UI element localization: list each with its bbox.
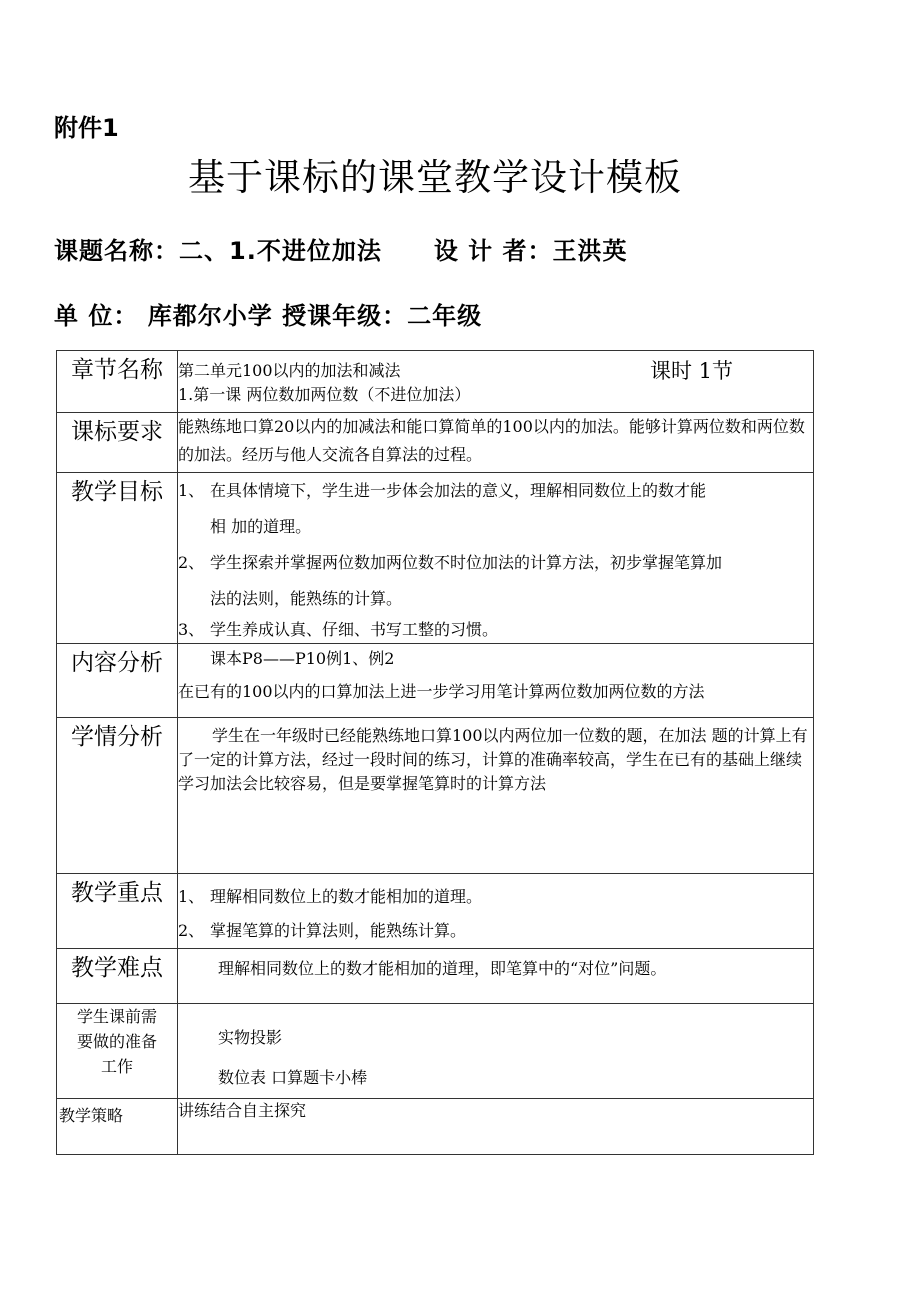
table-row-content-analysis: [57, 644, 814, 718]
key-point-text: 理解相同数位上的数才能相加的道理。: [210, 887, 483, 906]
table-row-student-analysis: [57, 718, 814, 874]
standard-label: 课标要求: [57, 413, 178, 473]
strategy-label: 教学策略: [57, 1099, 178, 1155]
table-row-standard: [57, 413, 814, 473]
attachment-label: 附件1: [54, 114, 119, 142]
chapter-content: [178, 351, 814, 413]
table-row-preparation: [57, 1004, 814, 1099]
table-row-difficulty: [57, 949, 814, 1004]
lesson-period: 课时 1节: [649, 359, 733, 383]
objective-num: 3、: [178, 620, 205, 639]
key-point-num: 1、: [178, 887, 205, 906]
preparation-content: [178, 1004, 814, 1099]
content-analysis-line2: 在已有的100以内的口算加法上进一步学习用笔计算两位数加两位数的方法: [178, 682, 705, 701]
objective-text-cont: 相 加的道理。: [210, 517, 312, 536]
objective-item: [178, 617, 813, 643]
chapter-label: 章节名称: [57, 351, 178, 413]
objective-text-cont: 法的法则，能熟练的计算。: [210, 589, 403, 608]
objective-item: [178, 473, 813, 545]
objectives-content: [178, 473, 814, 644]
standard-text: 能熟练地口算20以内的加减法和能口算简单的100以内的加法。能够计算两位数和两位数的加法。经历与他人交流各自算法的过程。: [178, 413, 814, 473]
difficulty-text: 理解相同数位上的数才能相加的道理，即笔算中的“对位”问题。: [178, 949, 814, 1004]
content-analysis-label: 内容分析: [57, 644, 178, 718]
key-point-text: 掌握笔算的计算法则，能熟练计算。: [210, 921, 467, 940]
objectives-label: 教学目标: [57, 473, 178, 644]
preparation-label-line: 学生课前需: [76, 1007, 157, 1026]
content-analysis-content: [178, 644, 814, 718]
designer-label: 设 计 者：王洪英: [433, 237, 628, 265]
key-point-item: [178, 880, 813, 914]
difficulty-label: 教学难点: [57, 949, 178, 1004]
objective-num: 1、: [178, 481, 205, 500]
preparation-label: [57, 1004, 178, 1099]
objective-text: 学生养成认真、仔细、书写工整的习惯。: [210, 620, 499, 639]
key-points-label: 教学重点: [57, 874, 178, 949]
objective-text: 学生探索并掌握两位数加两位数不时位加法的计算方法，初步掌握笔算加: [210, 553, 723, 572]
unit-grade-line: 单 位： 库都尔小学 授课年级：二年级: [54, 302, 483, 330]
key-point-item: [178, 914, 813, 948]
preparation-label-line: 工作: [100, 1057, 133, 1076]
chapter-line1: 第二单元100以内的加法和减法: [178, 361, 401, 380]
table-row-key-points: [57, 874, 814, 949]
table-row-strategy: [57, 1099, 814, 1155]
chapter-line2: 1.第一课 两位数加两位数（不进位加法）: [178, 385, 471, 404]
preparation-line2: 数位表 口算题卡小棒: [218, 1068, 368, 1087]
strategy-text: 讲练结合自主探究: [178, 1099, 814, 1155]
key-points-content: [178, 874, 814, 949]
topic-designer-line: [54, 231, 628, 266]
content-analysis-line1: 课本P8——P10例1、例2: [210, 649, 395, 668]
student-analysis-text: 学生在一年级时已经能熟练地口算100以内两位加一位数的题，在加法 题的计算上有了一定的计算方法，经过一段时间的练习，计算的准确率较高，学生在已有的基础上继续学习加法会比较容易，但是要掌握笔算时的计算方法: [178, 718, 814, 874]
preparation-line1: 实物投影: [218, 1028, 283, 1047]
table-row-objectives: [57, 473, 814, 644]
page-title: 基于课标的课堂教学设计模板: [188, 156, 682, 199]
preparation-label-line: 要做的准备: [76, 1032, 157, 1051]
lesson-design-table: [56, 350, 814, 1155]
objective-text: 在具体情境下，学生进一步体会加法的意义，理解相同数位上的数才能: [210, 481, 707, 500]
objective-item: [178, 545, 813, 617]
topic-label: 课题名称：二、1.不进位加法: [54, 237, 382, 265]
objective-num: 2、: [178, 553, 205, 572]
table-row-chapter: [57, 351, 814, 413]
key-point-num: 2、: [178, 921, 205, 940]
student-analysis-label: 学情分析: [57, 718, 178, 874]
